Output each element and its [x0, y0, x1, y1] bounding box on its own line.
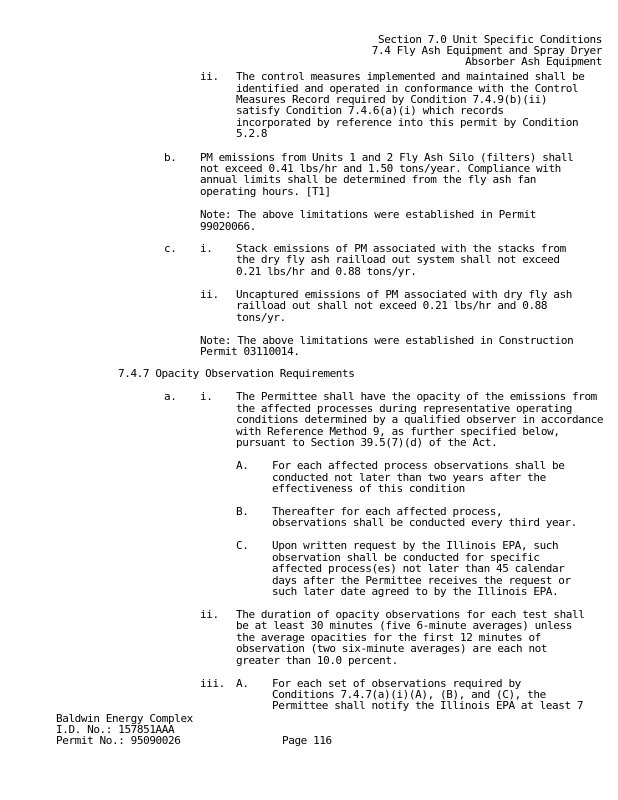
section-header-line-1: Section 7.0 Unit Specific Conditions	[377, 33, 602, 46]
text-line: The Permittee shall have the opacity of the emissions from	[236, 390, 597, 403]
item-number-ii: ii.	[200, 288, 219, 301]
text-line: Conditions 7.4.7(a)(i)(A), (B), and (C), the	[272, 688, 546, 701]
text-line: not exceed 0.41 lbs/hr and 1.50 tons/year. Compliance with	[200, 162, 561, 175]
text-line: pursuant to Section 39.5(7)(d) of the Act.	[236, 436, 498, 449]
text-line: The control measures implemented and maintained shall be	[236, 70, 585, 83]
text-line: PM emissions from Units 1 and 2 Fly Ash Silo (filters) shall	[200, 151, 574, 164]
text-line: conditions determined by a qualified observer in accordance	[236, 413, 604, 426]
item-number-C: C.	[236, 539, 249, 552]
text-line: conducted not later than two years after the	[272, 471, 546, 484]
text-line: the average opacities for the first 12 minutes of	[236, 631, 541, 644]
text-line: Thereafter for each affected process,	[272, 505, 503, 518]
note-line: 99020066.	[200, 220, 257, 233]
text-line: railload out shall not exceed 0.21 lbs/hr and 0.88	[236, 299, 548, 312]
text-line: For each affected process observations shall be	[272, 459, 565, 472]
text-line: incorporated by reference into this permit by Condition	[236, 116, 579, 129]
text-line: For each set of observations required by	[272, 677, 521, 690]
item-number-a: a.	[164, 390, 177, 403]
text-line: Uncaptured emissions of PM associated with dry fly ash	[236, 288, 573, 301]
text-line: operating hours. [T1]	[200, 185, 331, 198]
footer-id-number: I.D. No.: 157851AAA	[56, 723, 175, 736]
text-line: such later date agreed to by the Illinois EPA.	[272, 585, 559, 598]
text-line: 5.2.8	[236, 127, 268, 140]
text-line: Stack emissions of PM associated with the stacks from	[236, 242, 566, 255]
text-line: annual limits shall be determined from the fly ash fan	[200, 173, 537, 186]
text-line: Permittee shall notify the Illinois EPA at least 7	[272, 699, 584, 712]
item-number-A: A.	[236, 459, 249, 472]
item-number-i: i.	[200, 390, 213, 403]
item-number-b: b.	[164, 151, 177, 164]
text-line: effectiveness of this condition	[272, 482, 465, 495]
section-header-line-2: 7.4 Fly Ash Equipment and Spray Dryer	[371, 44, 602, 57]
item-number-c: c.	[164, 242, 177, 255]
section-header-line-3: Absorber Ash Equipment	[465, 55, 602, 68]
item-number-iii: iii.	[200, 677, 225, 690]
text-line: The duration of opacity observations for each test shall	[236, 608, 585, 621]
text-line: observation (two six-minute averages) are each not	[236, 642, 548, 655]
text-line: days after the Permittee receives the request or	[272, 574, 571, 587]
text-line: identified and operated in conformance with the Control	[236, 82, 579, 95]
text-line: tons/yr.	[236, 311, 286, 324]
note-line: Permit 03110014.	[200, 345, 300, 358]
item-number-i: i.	[200, 242, 213, 255]
text-line: greater than 10.0 percent.	[236, 654, 398, 667]
text-line: 0.21 lbs/hr and 0.88 tons/yr.	[236, 265, 417, 278]
text-line: the dry fly ash railload out system shall not exceed	[236, 253, 560, 266]
text-line: affected process(es) not later than 45 calendar	[272, 562, 565, 575]
item-number-ii: ii.	[200, 70, 219, 83]
text-line: Upon written request by the Illinois EPA, such	[272, 539, 559, 552]
item-number-A: A.	[236, 677, 249, 690]
note-line: Note: The above limitations were established in Permit	[200, 208, 537, 221]
text-line: observation shall be conducted for specific	[272, 551, 540, 564]
page-number: Page 116	[282, 734, 332, 747]
text-line: the affected processes during representative operating	[236, 402, 573, 415]
footer-facility: Baldwin Energy Complex	[56, 712, 193, 725]
section-heading-747: 7.4.7 Opacity Observation Requirements	[118, 367, 355, 380]
note-line: Note: The above limitations were established in Construction	[200, 334, 574, 347]
text-line: satisfy Condition 7.4.6(a)(i) which records	[236, 104, 504, 117]
text-line: be at least 30 minutes (five 6-minute averages) unless	[236, 619, 573, 632]
footer-permit-number: Permit No.: 95090026	[56, 734, 181, 747]
text-line: observations shall be conducted every third year.	[272, 516, 577, 529]
text-line: Measures Record required by Condition 7.4.9(b)(ii)	[236, 93, 548, 106]
item-number-ii: ii.	[200, 608, 219, 621]
text-line: with Reference Method 9, as further specified below,	[236, 425, 560, 438]
item-number-B: B.	[236, 505, 249, 518]
